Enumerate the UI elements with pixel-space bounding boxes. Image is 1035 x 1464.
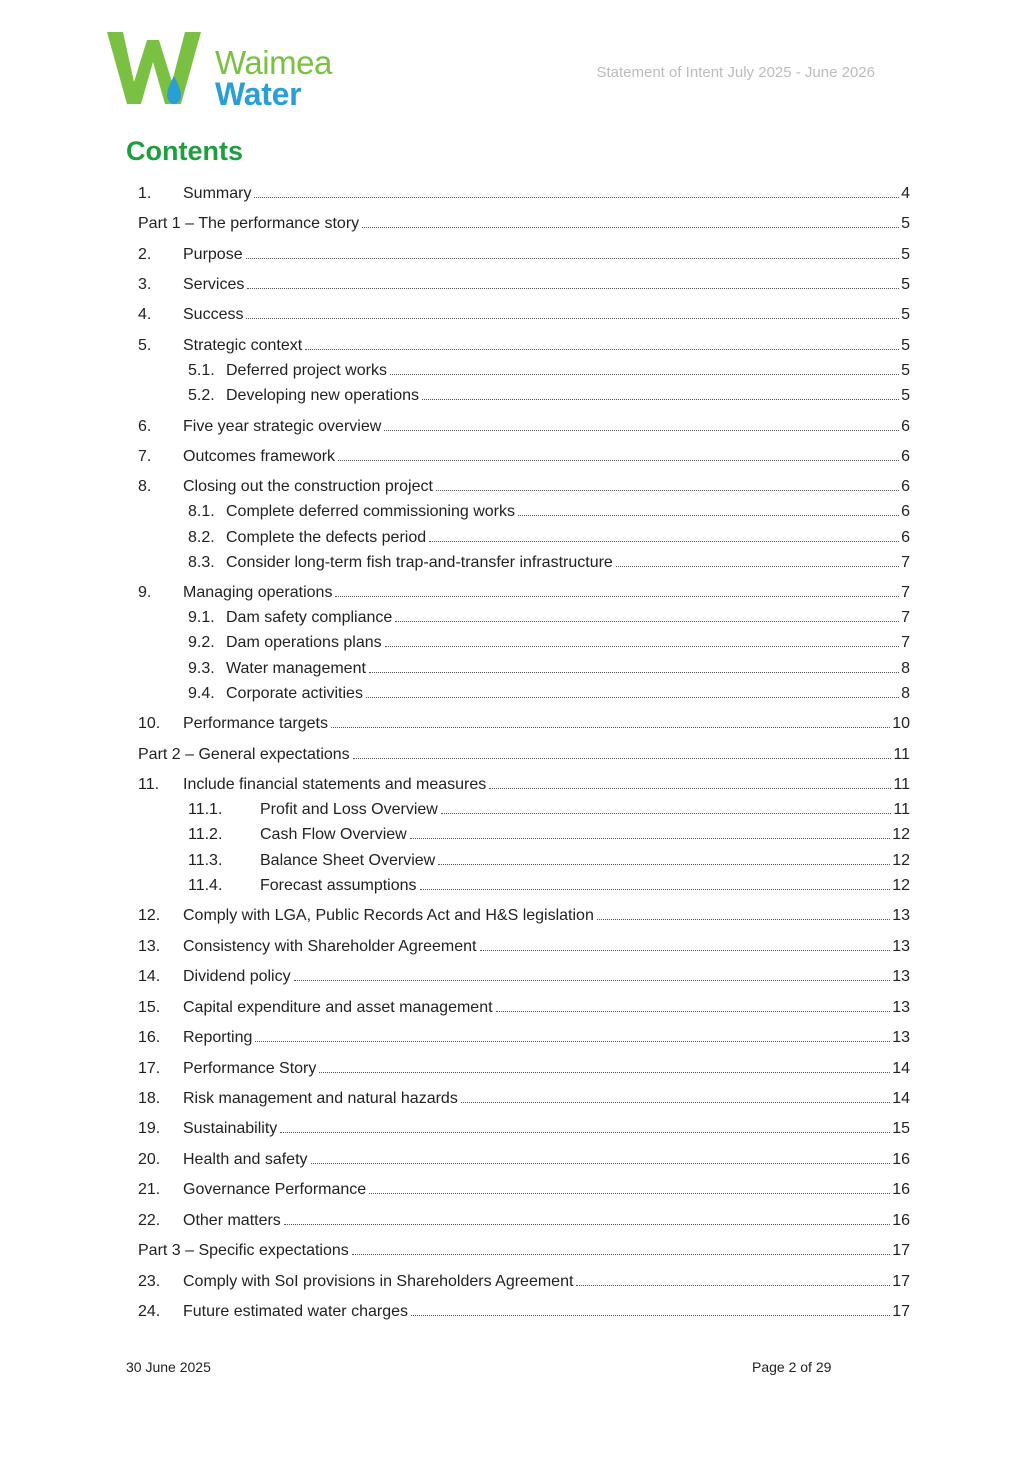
toc-entry[interactable] [138,844,910,870]
toc-dot-leader [438,864,890,865]
toc-entry[interactable] [138,793,910,819]
toc-entry-page-number: 13 [892,999,910,1016]
toc-entry-label: Forecast assumptions [260,877,417,894]
toc-entry[interactable] [138,1173,910,1199]
company-logo [103,26,343,112]
toc-dot-leader [331,727,890,728]
toc-entry-label: Part 1 – The performance story [138,215,360,232]
toc-dot-leader [284,1224,890,1225]
toc-entry-label: Developing new operations [226,387,420,404]
toc-dot-leader [247,288,899,289]
toc-entry-label: Part 3 – Specific expectations [138,1242,349,1259]
toc-entry[interactable] [138,495,910,521]
toc-entry-label: Consider long-term fish trap-and-transfer infrastructure [226,554,613,571]
toc-entry-label: Closing out the construction project [183,478,433,495]
toc-dot-leader [429,541,899,542]
toc-dot-leader [496,1011,891,1012]
toc-dot-leader [369,1193,890,1194]
toc-entry-number: 13. [138,938,161,955]
toc-entry-label: Water management [226,660,366,677]
toc-entry-number: 15. [138,999,161,1016]
toc-entry-number: 9.2. [188,634,215,651]
toc-entry-page-number: 17 [892,1242,910,1259]
toc-entry-number: 5.1. [188,362,215,379]
toc-dot-leader [395,621,899,622]
toc-dot-leader [319,1072,890,1073]
toc-entry[interactable] [138,652,910,678]
toc-entry-page-number: 7 [901,554,910,571]
toc-entry[interactable] [138,768,910,794]
toc-dot-leader [311,1163,891,1164]
toc-dot-leader [362,227,899,228]
toc-entry-label: Comply with SoI provisions in Shareholders Agreement [183,1273,574,1290]
toc-entry-number: 14. [138,968,161,985]
toc-entry[interactable] [138,470,910,496]
toc-entry-number: 16. [138,1029,161,1046]
toc-entry-number: 21. [138,1181,161,1198]
toc-dot-leader [385,646,899,647]
toc-entry[interactable] [138,1295,910,1321]
toc-dot-leader [461,1102,890,1103]
footer-page-number: Page 2 of 29 [752,1359,832,1375]
toc-entry-label: Future estimated water charges [183,1303,408,1320]
toc-entry-label: Profit and Loss Overview [260,801,438,818]
toc-entry[interactable] [138,268,910,294]
toc-entry-label: Comply with LGA, Public Records Act and H&S legislation [183,907,594,924]
toc-entry-page-number: 13 [892,968,910,985]
toc-entry-page-number: 6 [901,478,910,495]
toc-entry-number: 11.2. [188,826,223,843]
toc-entry-label: Balance Sheet Overview [260,852,436,869]
toc-entry[interactable] [138,960,910,986]
toc-entry[interactable] [138,410,910,436]
toc-entry-label: Governance Performance [183,1181,367,1198]
footer-date: 30 June 2025 [126,1359,211,1375]
toc-entry-label: Success [183,306,244,323]
toc-entry-label: Dam safety compliance [226,609,393,626]
toc-entry[interactable] [138,707,910,733]
toc-entry-page-number: 16 [892,1151,910,1168]
toc-dot-leader [410,838,891,839]
toc-dot-leader [390,374,899,375]
toc-entry-page-number: 5 [901,387,910,404]
toc-dot-leader [255,1041,890,1042]
toc-entry-number: 11.4. [188,877,223,894]
toc-entry[interactable] [138,930,910,956]
toc-dot-leader [576,1285,890,1286]
toc-entry-number: 12. [138,907,161,924]
toc-entry[interactable] [138,298,910,324]
toc-entry-number: 8. [138,478,152,495]
toc-entry-page-number: 13 [892,1029,910,1046]
toc-entry-label: Deferred project works [226,362,387,379]
toc-entry-number: 11.3. [188,852,223,869]
toc-entry[interactable] [138,440,910,466]
toc-entry-number: 22. [138,1212,161,1229]
toc-entry[interactable] [138,354,910,380]
toc-dot-leader [294,980,891,981]
toc-entry-number: 4. [138,306,152,323]
toc-entry-number: 19. [138,1120,161,1137]
toc-entry-label: Consistency with Shareholder Agreement [183,938,477,955]
waimea-w-logo-icon [103,26,211,110]
toc-dot-leader [246,318,899,319]
toc-entry-number: 5. [138,337,152,354]
toc-entry[interactable] [138,546,910,572]
toc-entry-page-number: 10 [892,715,910,732]
toc-entry-number: 23. [138,1273,161,1290]
toc-entry-page-number: 8 [901,660,910,677]
toc-entry-label: Health and safety [183,1151,308,1168]
toc-entry-page-number: 5 [901,337,910,354]
toc-dot-leader [305,349,899,350]
toc-dot-leader [369,672,899,673]
toc-entry-page-number: 12 [892,852,910,869]
toc-entry-page-number: 14 [892,1060,910,1077]
toc-entry-page-number: 7 [901,609,910,626]
toc-entry-label: Dividend policy [183,968,291,985]
toc-entry-page-number: 12 [892,826,910,843]
toc-entry-number: 18. [138,1090,161,1107]
toc-entry-number: 2. [138,246,152,263]
toc-entry-number: 7. [138,448,152,465]
toc-dot-leader [422,399,899,400]
toc-entry-page-number: 15 [892,1120,910,1137]
toc-dot-leader [366,697,899,698]
toc-entry-number: 8.2. [188,529,215,546]
toc-entry-label: Cash Flow Overview [260,826,407,843]
toc-entry-label: Sustainability [183,1120,278,1137]
toc-entry-number: 11.1. [188,801,223,818]
toc-entry-page-number: 5 [901,362,910,379]
toc-entry-page-number: 5 [901,276,910,293]
toc-entry-number: 17. [138,1060,161,1077]
toc-entry-page-number: 14 [892,1090,910,1107]
toc-entry-page-number: 6 [901,448,910,465]
toc-entry-page-number: 17 [892,1273,910,1290]
toc-entry-page-number: 6 [901,503,910,520]
toc-entry[interactable] [138,379,910,405]
toc-dot-leader [441,813,892,814]
document-header-title: Statement of Intent July 2025 - June 2026 [596,64,875,81]
toc-dot-leader [254,197,899,198]
toc-entry[interactable] [138,329,910,355]
toc-dot-leader [597,919,890,920]
toc-entry[interactable] [138,1021,910,1047]
toc-entry-number: 3. [138,276,152,293]
toc-entry[interactable] [138,869,910,895]
toc-entry-page-number: 13 [892,938,910,955]
toc-entry-number: 5.2. [188,387,215,404]
toc-dot-leader [480,950,891,951]
toc-entry-page-number: 6 [901,418,910,435]
toc-entry[interactable] [138,521,910,547]
toc-entry-number: 8.3. [188,554,215,571]
toc-entry-page-number: 4 [901,185,910,202]
toc-dot-leader [246,258,900,259]
toc-entry[interactable] [138,601,910,627]
toc-entry-page-number: 12 [892,877,910,894]
toc-entry[interactable] [138,1265,910,1291]
toc-entry[interactable] [138,626,910,652]
toc-entry-label: Purpose [183,246,243,263]
toc-entry[interactable] [138,1143,910,1169]
toc-entry[interactable] [138,1204,910,1230]
toc-entry-page-number: 7 [901,584,910,601]
toc-entry[interactable] [138,991,910,1017]
toc-dot-leader [335,596,899,597]
toc-entry[interactable] [138,899,910,925]
toc-entry-number: 1. [138,185,152,202]
toc-entry-page-number: 5 [901,306,910,323]
toc-dot-leader [616,566,899,567]
toc-entry-number: 9.4. [188,685,215,702]
toc-entry-page-number: 13 [892,907,910,924]
toc-entry-page-number: 5 [901,246,910,263]
toc-entry-page-number: 11 [893,801,910,818]
toc-entry[interactable] [138,1112,910,1138]
logo-word-water: Water [215,76,302,112]
toc-entry-page-number: 7 [901,634,910,651]
toc-entry-label: Part 2 – General expectations [138,746,350,763]
toc-dot-leader [352,1254,890,1255]
toc-dot-leader [518,515,899,516]
toc-entry-number: 24. [138,1303,161,1320]
toc-dot-leader [411,1315,890,1316]
toc-entry[interactable] [138,1052,910,1078]
toc-entry-number: 8.1. [188,503,215,520]
toc-entry-page-number: 8 [901,685,910,702]
toc-entry[interactable] [138,177,910,203]
toc-dot-leader [489,788,891,789]
toc-entry-label: Dam operations plans [226,634,382,651]
toc-entry[interactable] [138,818,910,844]
toc-entry-label: Complete deferred commissioning works [226,503,515,520]
toc-dot-leader [353,758,892,759]
toc-entry-label: Performance targets [183,715,328,732]
toc-entry-label: Summary [183,185,252,202]
toc-entry[interactable] [138,576,910,602]
toc-entry-number: 9.3. [188,660,215,677]
toc-entry-label: Reporting [183,1029,253,1046]
toc-entry-number: 20. [138,1151,161,1168]
toc-entry-number: 6. [138,418,152,435]
logo-word-waimea: Waimea [215,44,332,81]
toc-dot-leader [280,1132,890,1133]
toc-entry[interactable] [138,207,910,233]
toc-entry[interactable] [138,738,910,764]
toc-entry-label: Outcomes framework [183,448,336,465]
toc-entry-label: Other matters [183,1212,281,1229]
page-title: Contents [126,136,243,166]
toc-entry-number: 9. [138,584,152,601]
toc-entry-page-number: 16 [892,1212,910,1229]
toc-entry-label: Include financial statements and measures [183,776,487,793]
toc-entry-label: Strategic context [183,337,303,354]
toc-entry-page-number: 6 [901,529,910,546]
toc-entry[interactable] [138,1234,910,1260]
toc-entry-label: Managing operations [183,584,333,601]
toc-entry-label: Risk management and natural hazards [183,1090,458,1107]
toc-dot-leader [420,889,891,890]
toc-entry-page-number: 17 [892,1303,910,1320]
toc-entry-number: 11. [138,776,160,793]
toc-entry-label: Corporate activities [226,685,363,702]
toc-entry-page-number: 5 [901,215,910,232]
toc-entry[interactable] [138,677,910,703]
toc-entry-label: Five year strategic overview [183,418,382,435]
toc-entry-label: Services [183,276,245,293]
toc-entry-label: Capital expenditure and asset management [183,999,493,1016]
toc-dot-leader [338,460,899,461]
toc-entry-page-number: 11 [893,746,910,763]
toc-entry-page-number: 16 [892,1181,910,1198]
toc-entry-label: Complete the defects period [226,529,427,546]
toc-dot-leader [384,430,899,431]
toc-entry-number: 10. [138,715,161,732]
toc-entry-number: 9.1. [188,609,215,626]
toc-entry[interactable] [138,238,910,264]
toc-dot-leader [436,490,899,491]
toc-entry-page-number: 11 [893,776,910,793]
toc-entry-label: Performance Story [183,1060,317,1077]
toc-entry[interactable] [138,1082,910,1108]
